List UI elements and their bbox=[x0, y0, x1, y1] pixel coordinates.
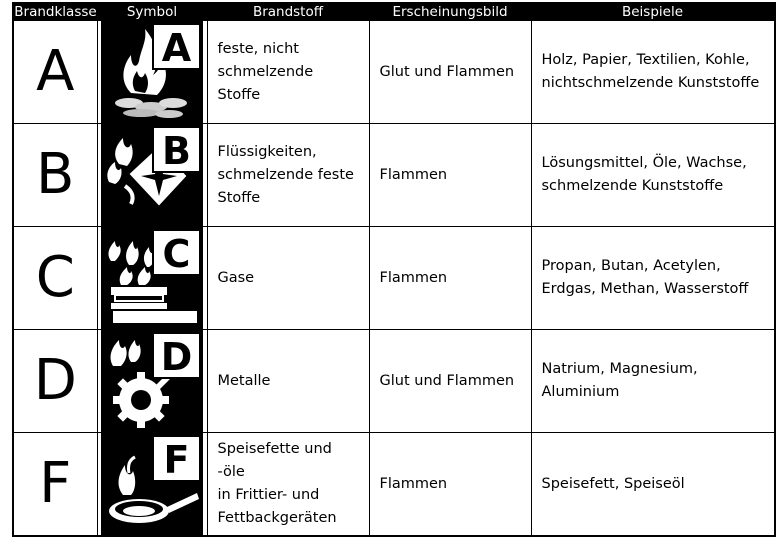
brandstoff-cell bbox=[207, 227, 369, 330]
symbol-letter: A bbox=[161, 26, 192, 70]
header-beispiele: Beispiele bbox=[531, 3, 775, 21]
symbol-letter: B bbox=[162, 129, 191, 173]
brandklasse-cell: D bbox=[13, 330, 97, 433]
beispiele-line: Speisefett, Speiseöl bbox=[541, 475, 685, 492]
brandklasse-cell: A bbox=[13, 21, 97, 124]
brandstoff-line: Fettbackgeräten bbox=[217, 510, 337, 526]
beispiele-line: Lösungsmittel, Öle, Wachse, bbox=[541, 155, 747, 171]
table-header-row bbox=[13, 3, 775, 21]
brandstoff-line: Stoffe bbox=[217, 189, 261, 206]
symbol-cell bbox=[97, 21, 207, 124]
header-brandstoff: Brandstoff bbox=[207, 3, 369, 21]
symbol-cell bbox=[97, 124, 207, 227]
frying-pan-fire-icon bbox=[101, 433, 203, 535]
beispiele-line: Erdgas, Methan, Wasserstoff bbox=[541, 281, 749, 297]
brandstoff-line: Gase bbox=[217, 269, 255, 286]
beispiele-cell bbox=[531, 21, 775, 124]
symbol-cell bbox=[97, 330, 207, 433]
metal-gear-fire-icon bbox=[101, 330, 203, 432]
symbol-letter: D bbox=[160, 335, 193, 379]
beispiele-line: schmelzende Kunststoffe bbox=[541, 178, 724, 194]
erscheinungsbild-cell: Flammen bbox=[369, 124, 531, 227]
brandstoff-cell bbox=[207, 330, 369, 433]
brandstoff-cell bbox=[207, 21, 369, 124]
erscheinungsbild-cell: Glut und Flammen bbox=[369, 21, 531, 124]
brandstoff-cell bbox=[207, 124, 369, 227]
beispiele-line: Propan, Butan, Acetylen, bbox=[541, 258, 721, 274]
brandstoff-line: Flüssigkeiten, bbox=[217, 143, 317, 160]
fire-class-table bbox=[12, 2, 776, 537]
brandklasse-cell: C bbox=[13, 227, 97, 330]
beispiele-cell bbox=[531, 124, 775, 227]
liquid-canister-fire-icon bbox=[101, 124, 203, 226]
header-brandklasse: Brandklasse bbox=[14, 4, 97, 20]
erscheinungsbild-cell: Flammen bbox=[369, 433, 531, 537]
beispiele-cell bbox=[531, 330, 775, 433]
brandstoff-line: schmelzende Stoffe bbox=[217, 63, 314, 103]
gas-burner-fire-icon bbox=[101, 227, 203, 329]
table-row bbox=[13, 21, 775, 124]
erscheinungsbild-cell: Glut und Flammen bbox=[369, 330, 531, 433]
beispiele-cell bbox=[531, 227, 775, 330]
beispiele-line: Natrium, Magnesium, bbox=[541, 361, 698, 377]
symbol-cell bbox=[97, 433, 207, 537]
brandklasse-cell: B bbox=[13, 124, 97, 227]
table-row bbox=[13, 124, 775, 227]
symbol-letter: C bbox=[162, 232, 191, 276]
table-row bbox=[13, 227, 775, 330]
symbol-letter: F bbox=[163, 438, 190, 482]
brandstoff-line: in Frittier- und bbox=[217, 487, 320, 503]
table-row bbox=[13, 330, 775, 433]
brandstoff-line: Metalle bbox=[217, 372, 271, 389]
brandklasse-cell: F bbox=[13, 433, 97, 537]
wood-fire-icon bbox=[101, 21, 203, 123]
brandstoff-line: feste, nicht bbox=[217, 40, 299, 57]
table-row bbox=[13, 433, 775, 537]
beispiele-line: Aluminium bbox=[541, 384, 620, 400]
header-erscheinungsbild: Erscheinungsbild bbox=[369, 3, 531, 21]
erscheinungsbild-cell: Flammen bbox=[369, 227, 531, 330]
header-symbol: Symbol bbox=[97, 3, 207, 21]
brandstoff-line: schmelzende feste bbox=[217, 166, 354, 183]
brandstoff-line: Speisefette und -öle bbox=[217, 441, 332, 480]
brandstoff-cell bbox=[207, 433, 369, 537]
beispiele-line: Holz, Papier, Textilien, Kohle, bbox=[541, 52, 750, 68]
beispiele-line: nichtschmelzende Kunststoffe bbox=[541, 75, 760, 91]
symbol-cell bbox=[97, 227, 207, 330]
beispiele-cell bbox=[531, 433, 775, 537]
